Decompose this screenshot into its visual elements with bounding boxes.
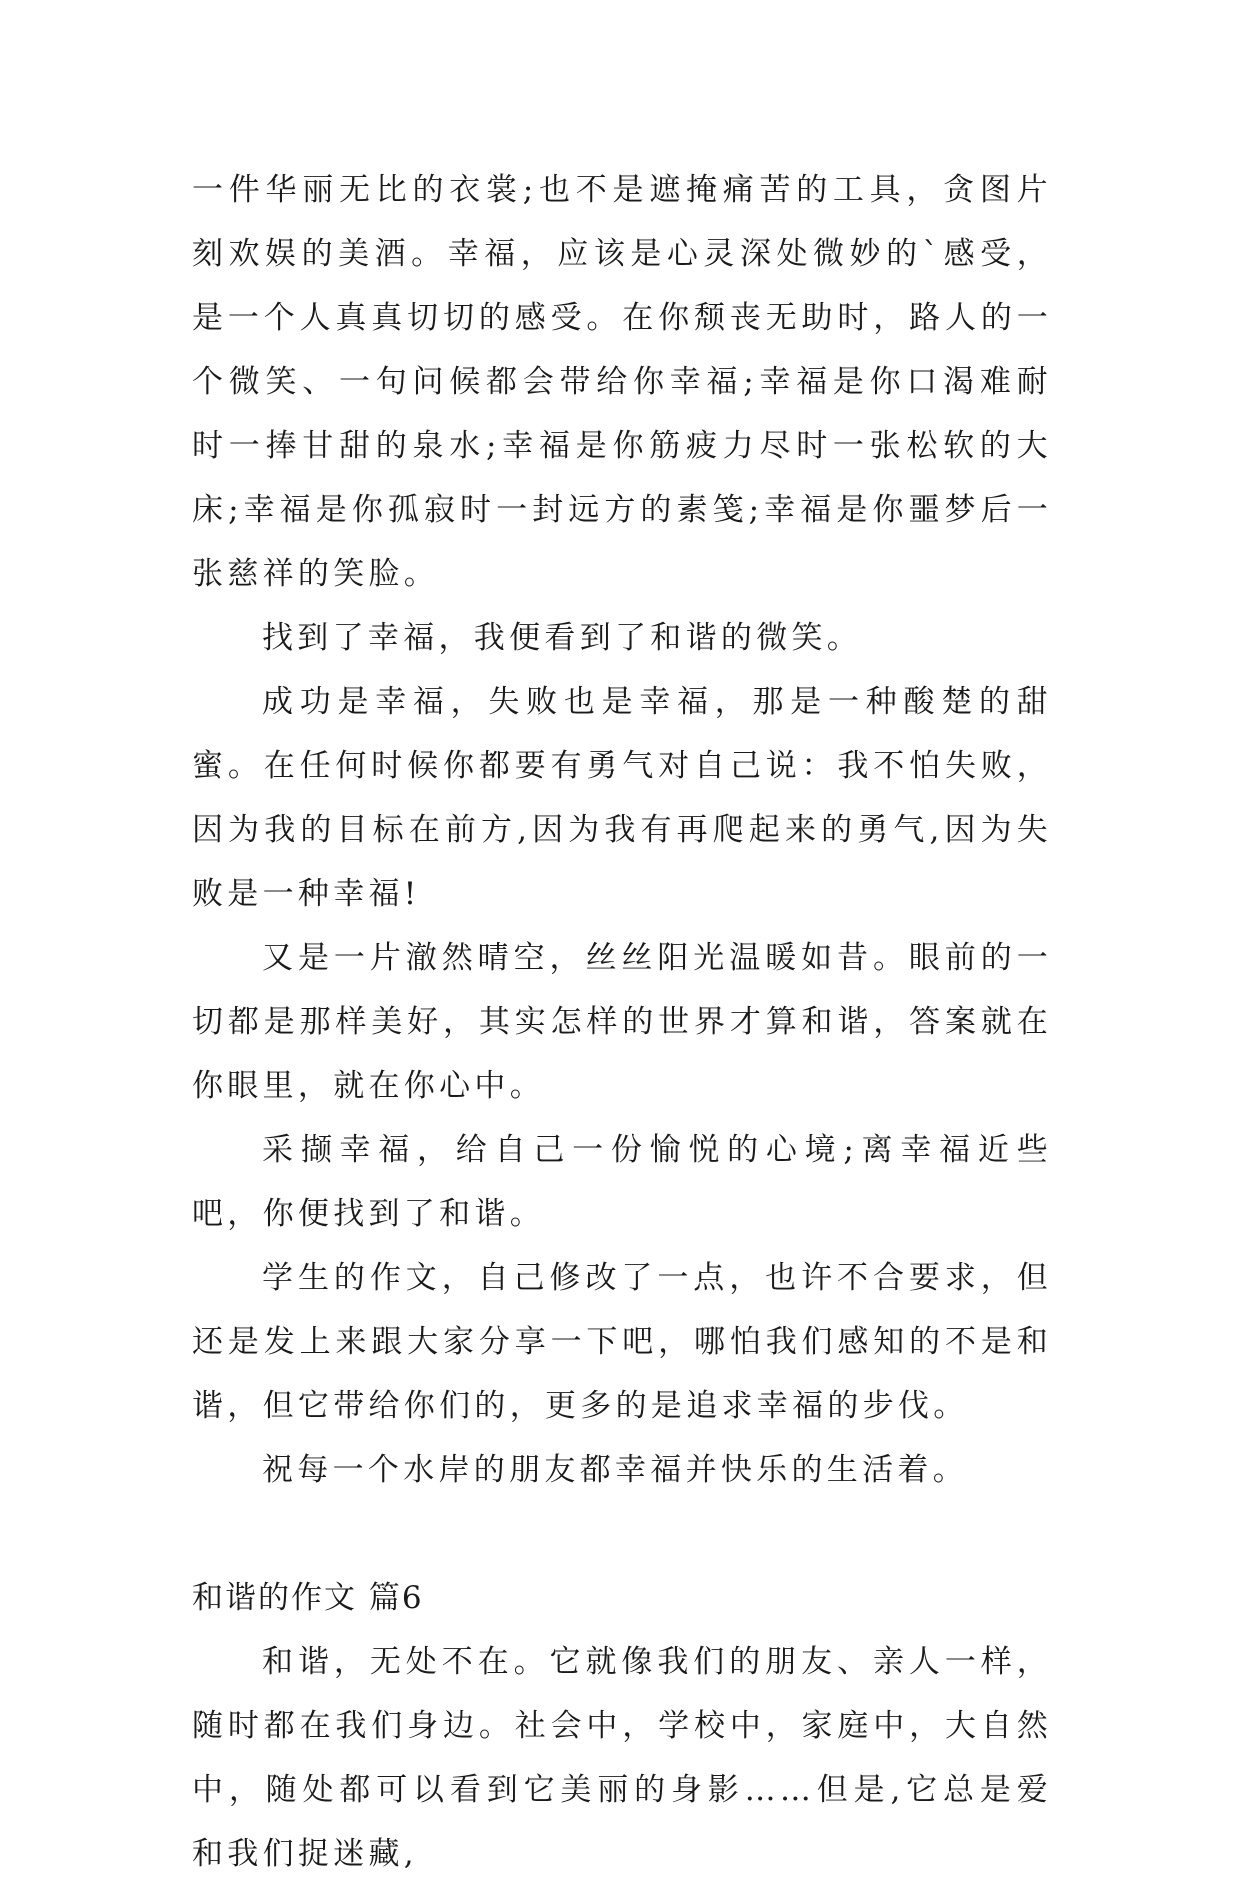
paragraph: 采撷幸福，给自己一份愉悦的心境;离幸福近些吧，你便找到了和谐。 [192,1132,1052,1232]
section-heading: 和谐的作文 篇6 [192,1580,424,1616]
paragraph: 一件华丽无比的衣裳;也不是遮掩痛苦的工具，贪图片刻欢娱的美酒。幸福，应该是心灵深处微妙的`感受，是一个人真真切切的感受。在你颓丧无助时，路人的一个微笑、一句问候都会带给你幸福;幸福是你口渴难耐时一捧甘甜的泉水;幸福是你筋疲力尽时一张松软的大床;幸福是你孤寂时一封远方的素笺;幸福是你噩梦后一张慈祥的笑脸。 [192,172,1052,592]
paragraph: 找到了幸福，我便看到了和谐的微笑。 [262,620,863,656]
paragraph: 祝每一个水岸的朋友都幸福并快乐的生活着。 [262,1452,968,1488]
paragraph: 成功是幸福，失败也是幸福，那是一种酸楚的甜蜜。在任何时候你都要有勇气对自己说：我不怕失败，因为我的目标在前方,因为我有再爬起来的勇气,因为失败是一种幸福! [192,684,1052,912]
document-page [192,158,1052,1886]
paragraph: 和谐，无处不在。它就像我们的朋友、亲人一样，随时都在我们身边。社会中，学校中，家庭中，大自然中，随处都可以看到它美丽的身影……但是,它总是爱和我们捉迷藏, [192,1644,1052,1872]
section-spacer [192,1502,1052,1566]
paragraph: 又是一片澈然晴空，丝丝阳光温暖如昔。眼前的一切都是那样美好，其实怎样的世界才算和谐，答案就在你眼里，就在你心中。 [192,940,1052,1104]
paragraph: 学生的作文，自己修改了一点，也许不合要求，但还是发上来跟大家分享一下吧，哪怕我们感知的不是和谐，但它带给你们的，更多的是追求幸福的步伐。 [192,1260,1052,1424]
